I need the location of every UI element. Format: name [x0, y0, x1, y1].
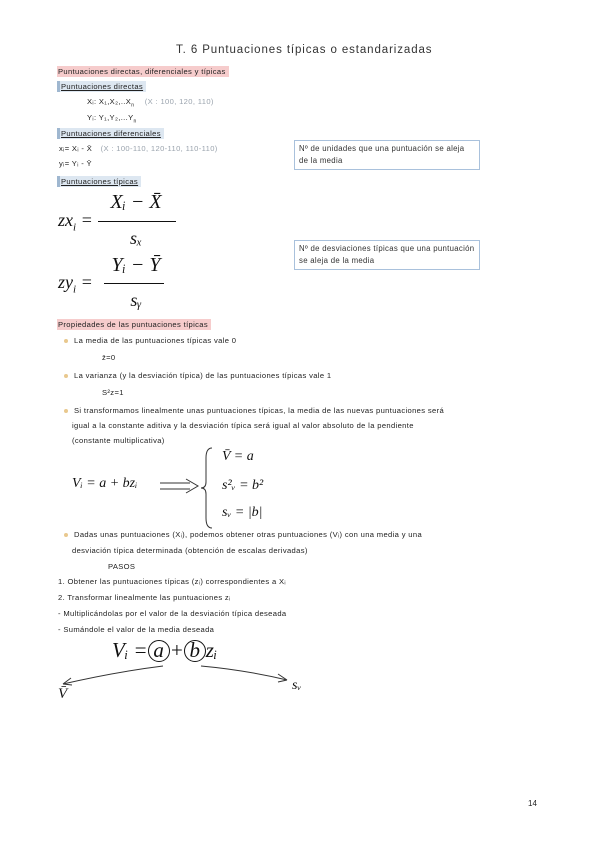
left-brace [200, 446, 214, 530]
directas-y-line [87, 113, 137, 125]
heading-propiedades: Propiedades de las puntuaciones típicas [57, 319, 211, 330]
formula-zx-lhs-sub: i [73, 221, 77, 234]
bullet-icon [64, 339, 68, 343]
formula-zx-lhs: $zx_i$ = [58, 210, 93, 234]
label-mean: V̄ [58, 686, 68, 702]
page-number: 14 [528, 799, 537, 808]
property-3-line-2: igual a la constante aditiva y la desviación típica será igual al valor absoluto de la pendiente [72, 421, 414, 430]
paso-3: - Multiplicándolas por el valor de la desviación típica deseada [58, 609, 287, 618]
formula-zx-fraction-bar [98, 221, 176, 222]
final-formula-v: Vᵢ [112, 638, 129, 662]
property-4-text-1: Dadas unas puntuaciones (Xᵢ), podemos obtener otras puntuaciones (Vᵢ) con una media y una [74, 530, 423, 539]
transform-lhs: Vᵢ = a + bzᵢ [72, 476, 138, 491]
property-4-line-1 [64, 530, 422, 539]
final-formula-b-circled: b [184, 640, 206, 662]
diferenciales-y-line: yᵢ= Yᵢ - Ȳ [59, 159, 92, 168]
formula-zy-denominator: sᵧ [130, 290, 142, 310]
bullet-icon [64, 533, 68, 537]
directas-example: (X : 100, 120, 110) [144, 97, 214, 106]
section-heading: Puntuaciones directas, diferenciales y típicas [57, 66, 229, 77]
page-title: T. 6 Puntuaciones típicas o estandarizadas [176, 44, 433, 56]
property-4-line-2: desviación típica determinada (obtención de escalas derivadas) [72, 546, 308, 555]
property-2-text: La varianza (y la desviación típica) de las puntuaciones típicas vale 1 [74, 371, 332, 380]
implies-arrow-icon [158, 478, 202, 496]
pasos-heading: PASOS [108, 562, 136, 571]
paso-1: 1. Obtener las puntuaciones típicas (zᵢ) correspondientes a Xᵢ [58, 577, 286, 586]
diferenciales-x-line [59, 144, 218, 153]
directas-y-text: Yᵢ: Y₁,Y₂,...Y [87, 113, 134, 122]
property-2 [64, 371, 331, 380]
final-formula-plus: + [169, 638, 184, 662]
property-1-text: La media de las puntuaciones típicas vale 0 [74, 336, 237, 345]
formula-zy-fraction-bar [104, 283, 164, 284]
property-3-line-1 [64, 406, 444, 415]
heading-tipicas: Puntuaciones típicas [57, 176, 141, 187]
formula-zx-numerator: Xᵢ − X̄ [110, 191, 162, 213]
final-formula-a-circled: a [148, 640, 170, 662]
directas-x-sub: n [131, 102, 135, 109]
property-3-line-3: (constante multiplicativa) [72, 436, 165, 445]
formula-zy-lhs-text: zy [58, 272, 73, 292]
formula-zy-numerator: Yᵢ − Ȳ [111, 254, 161, 276]
directas-y-sub: n [133, 118, 137, 125]
formula-zy-lhs: $zy_i$ = [58, 272, 93, 296]
transform-r1: V̄ = a [222, 449, 254, 464]
pointer-arrows [55, 652, 305, 692]
final-formula-z: zᵢ [205, 638, 218, 662]
label-sd: sᵥ [292, 678, 302, 693]
formula-zx-denominator: sₓ [129, 228, 143, 248]
diferenciales-x-text: xᵢ= Xᵢ - X̄ [59, 144, 93, 153]
paso-4: - Sumándole el valor de la media deseada [58, 625, 215, 634]
property-1-formula: z̄=0 [102, 353, 116, 362]
directas-x-line [87, 97, 214, 109]
note-diferenciales: Nº de unidades que una puntuación se aleja de la media [294, 140, 480, 170]
property-3-text-1: Si transformamos linealmente unas puntuaciones típicas, la media de las nuevas puntuaciones será [74, 406, 445, 415]
property-2-formula: S²z=1 [102, 388, 124, 397]
diferenciales-example: (X : 100-110, 120-110, 110-110) [100, 144, 218, 153]
transform-r3: sᵥ = |b| [222, 505, 263, 520]
note-tipicas: Nº de desviaciones típicas que una puntuación se aleja de la media [294, 240, 480, 270]
directas-x-text: Xᵢ: X₁,X₂,..X [87, 97, 132, 106]
property-1 [64, 336, 236, 345]
bullet-icon [64, 374, 68, 378]
heading-diferenciales: Puntuaciones diferenciales [57, 128, 164, 139]
bullet-icon [64, 409, 68, 413]
formula-zy-lhs-sub: i [73, 283, 77, 296]
paso-2: 2. Transformar linealmente las puntuaciones zᵢ [58, 593, 231, 602]
final-formula-eq: = [133, 638, 148, 662]
heading-directas: Puntuaciones directas [57, 81, 146, 92]
formula-zx-lhs-text: zx [58, 210, 73, 230]
transform-r2: s²ᵥ = b² [222, 478, 264, 493]
